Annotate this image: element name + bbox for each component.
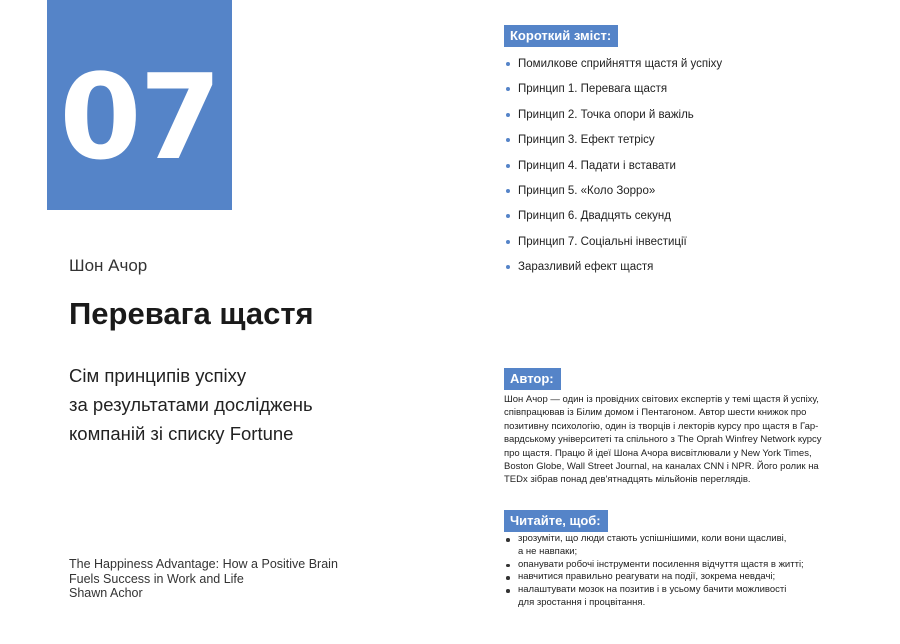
summary-item: Помилкове сприйняття щастя й успіху <box>505 56 722 81</box>
subtitle-line: компаній зі списку Fortune <box>69 423 294 444</box>
summary-item: Заразливий ефект щастя <box>505 259 722 284</box>
book-number-badge <box>47 0 232 210</box>
subtitle-line: за результатами досліджень <box>69 394 313 415</box>
bio-line: вардському університеті та спільного з The Oprah Winfrey Network курсу <box>504 434 822 446</box>
book-number: 07 <box>59 48 220 186</box>
book-subtitle <box>69 361 399 448</box>
summary-list <box>505 56 722 285</box>
read-item <box>505 571 845 584</box>
original-title-block <box>69 557 369 601</box>
read-item <box>505 584 845 610</box>
read-item <box>505 533 845 559</box>
summary-item: Принцип 5. «Коло Зорро» <box>505 183 722 208</box>
summary-heading: Короткий зміст: <box>504 25 618 47</box>
read-item <box>505 559 845 572</box>
bio-line: Шон Ачор — один із провідних світових експертів у темі щастя й успіху, <box>504 394 819 405</box>
read-item-line: зрозуміти, що люди стають успішнішими, коли вони щасливі, <box>518 533 787 544</box>
summary-item: Принцип 3. Ефект тетрісу <box>505 132 722 157</box>
read-heading: Читайте, щоб: <box>504 510 608 532</box>
subtitle-line: Сім принципів успіху <box>69 365 247 386</box>
read-item-line: опанувати робочі інструменти посилення відчуття щастя в житті; <box>518 558 804 570</box>
bio-line: TEDx зібрав понад дев'ятнадцять мільйонів переглядів. <box>504 474 751 486</box>
read-item-line: навчитися правильно реагувати на події, зокрема невдачі; <box>518 571 776 583</box>
summary-item: Принцип 6. Двадцять секунд <box>505 208 722 233</box>
bio-line: про щастя. Працю й ідеї Шона Ачора висвітлювали у New York Times, <box>504 447 812 459</box>
book-title: Перевага щастя <box>69 296 314 331</box>
summary-item: Принцип 7. Соціальні інвестиції <box>505 234 722 259</box>
author-name: Шон Ачор <box>69 256 148 275</box>
bio-line: Boston Globe, Wall Street Journal, на каналах CNN і NPR. Його ролик на <box>504 461 819 473</box>
original-author: Shawn Achor <box>69 586 143 600</box>
summary-item: Принцип 1. Перевага щастя <box>505 81 722 106</box>
original-title-line: The Happiness Advantage: How a Positive Brain <box>69 557 338 571</box>
original-title-line: Fuels Success in Work and Life <box>69 571 244 586</box>
read-list <box>505 533 845 610</box>
bio-line: співпрацював із Білим домом і Пентагоном. Автор шести книжок про <box>504 407 807 419</box>
author-bio <box>504 393 844 487</box>
read-item-line: а не навпаки; <box>518 545 578 557</box>
author-heading: Автор: <box>504 368 561 390</box>
read-item-line: для зростання і процвітання. <box>518 596 646 608</box>
summary-item: Принцип 2. Точка опори й важіль <box>505 107 722 132</box>
summary-item: Принцип 4. Падати і вставати <box>505 158 722 183</box>
read-item-line: налаштувати мозок на позитив і в усьому бачити можливості <box>518 584 787 596</box>
bio-line: позитивну психологію, один із творців і лекторів курсу про щастя в Гар- <box>504 420 819 432</box>
